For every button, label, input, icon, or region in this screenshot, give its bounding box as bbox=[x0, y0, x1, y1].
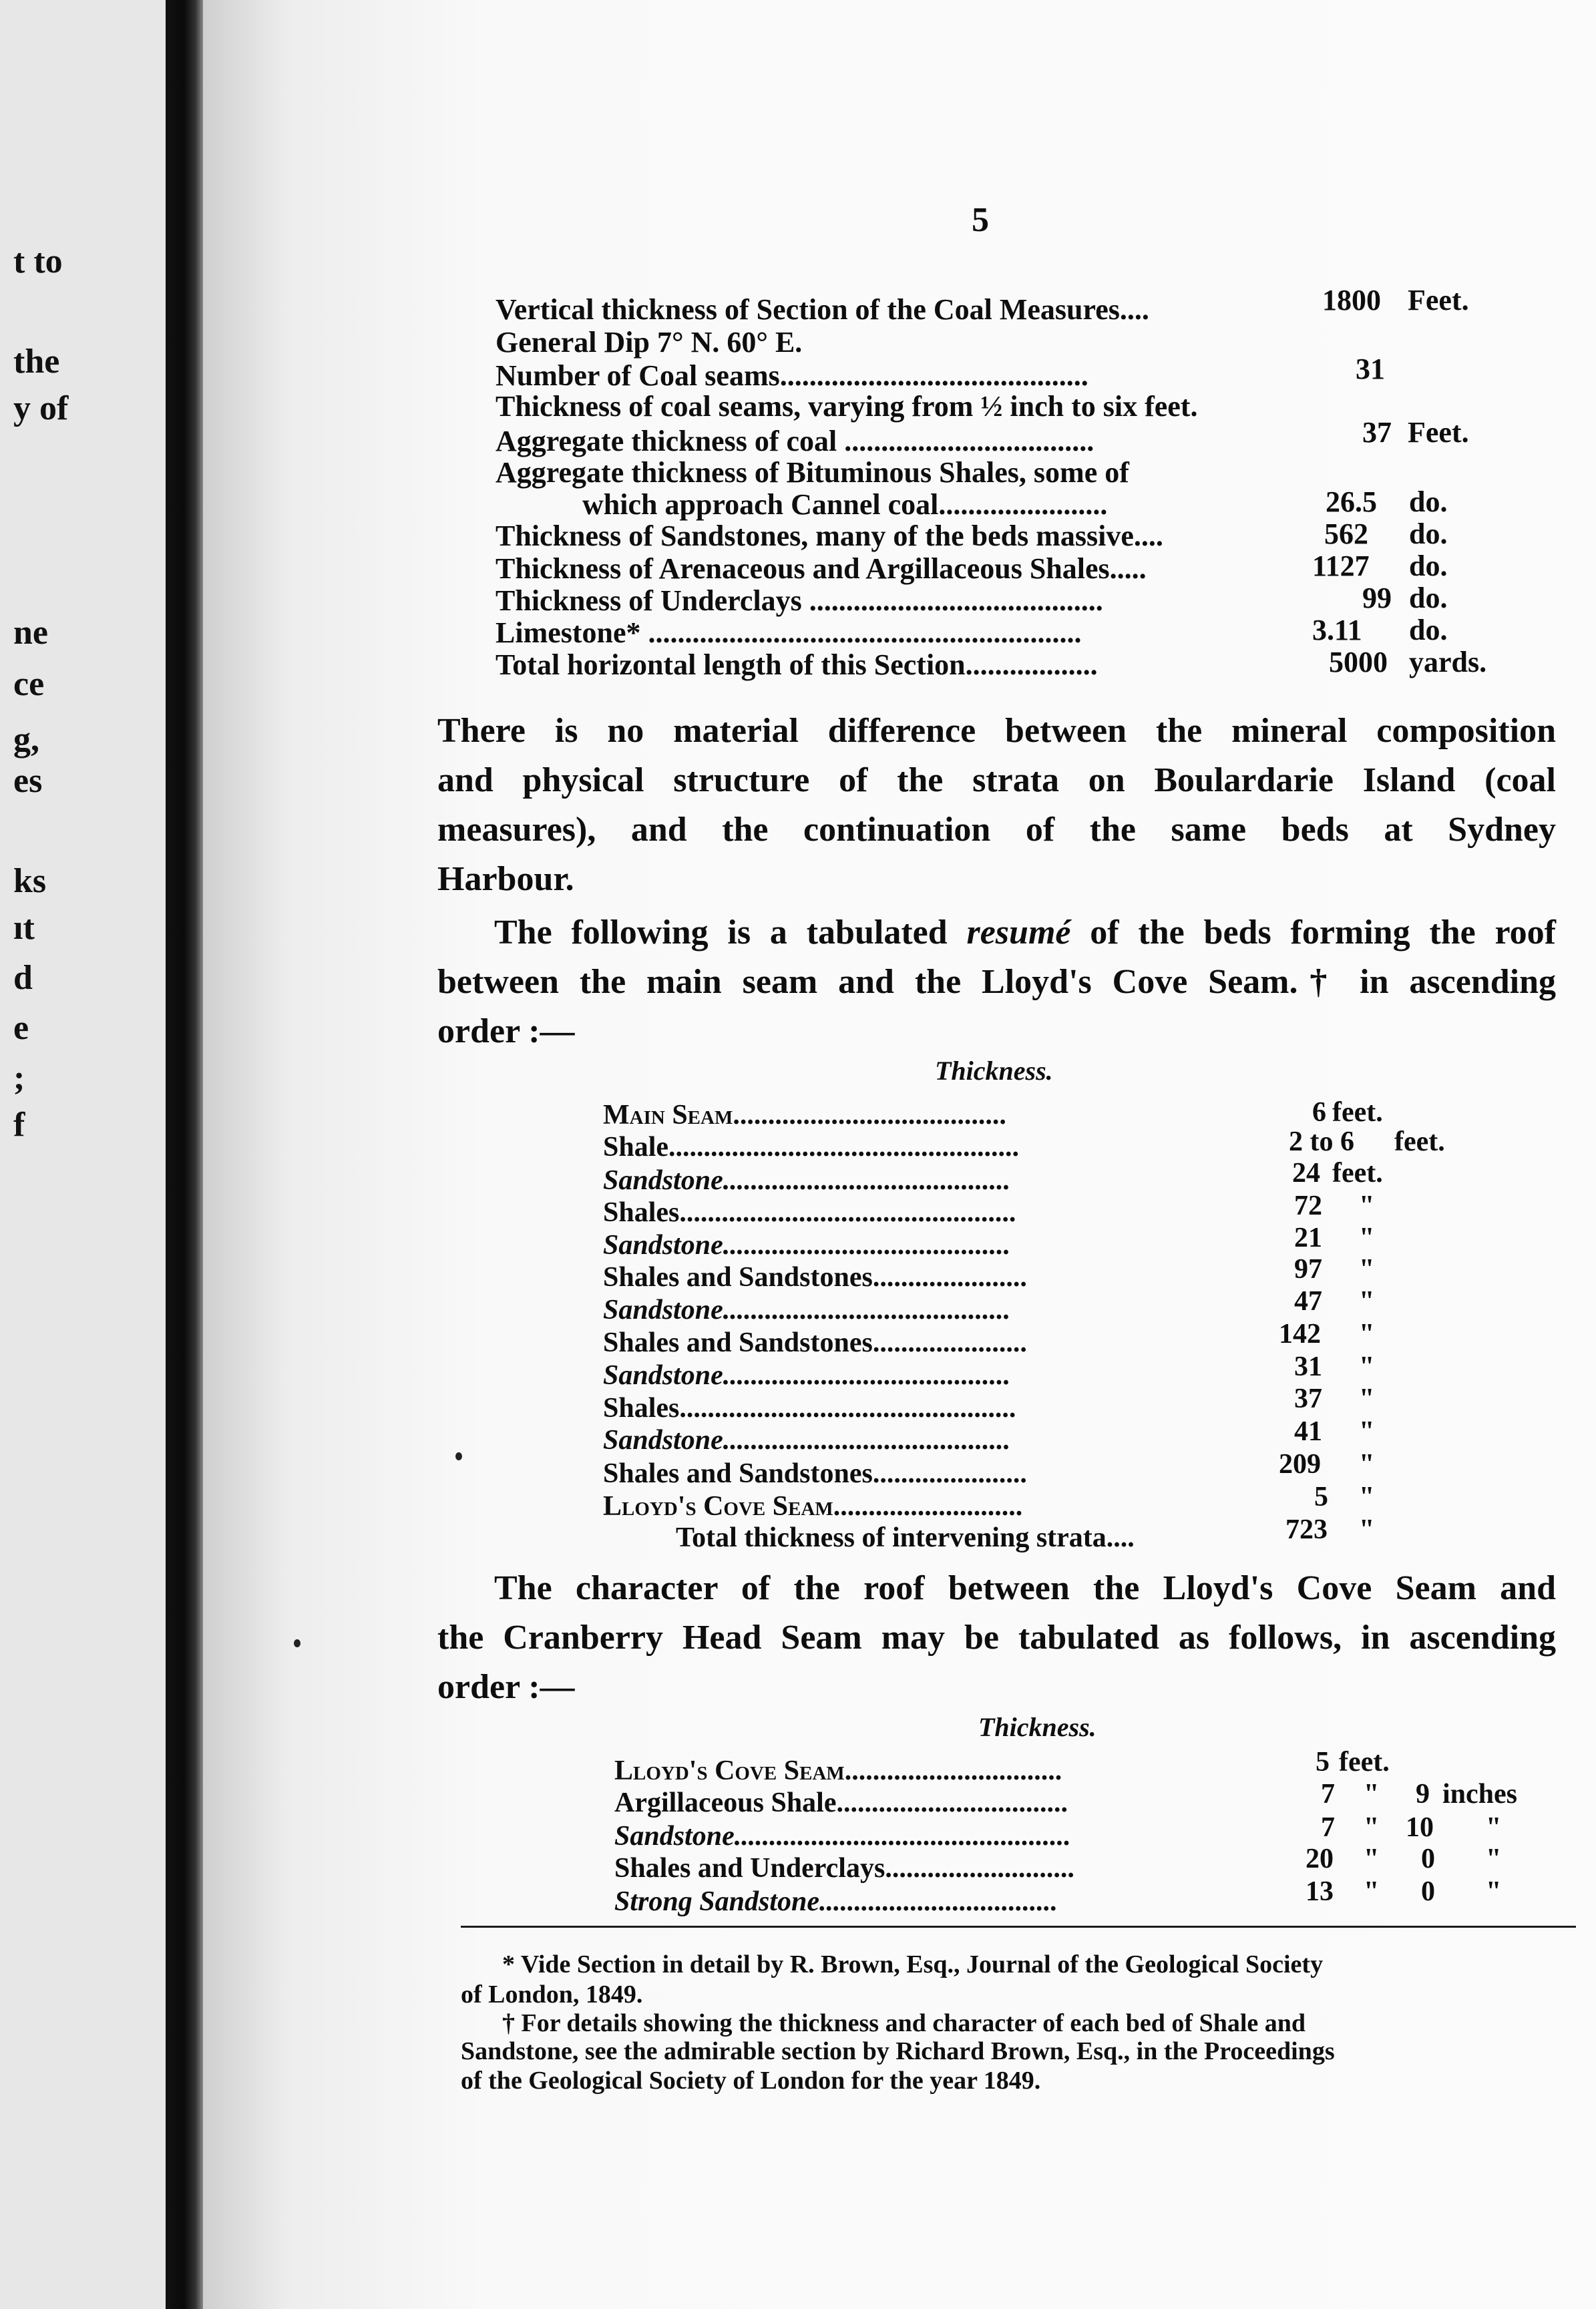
footnote-star-cont: of London, 1849. bbox=[461, 1980, 643, 2009]
left-fragment: ce bbox=[13, 665, 45, 703]
ditto-mark: " bbox=[1486, 1876, 1502, 1907]
table-value: 7 bbox=[1321, 1779, 1335, 1810]
table-value: 5 bbox=[1314, 1482, 1328, 1512]
leader-dots: ....................................... bbox=[733, 1100, 1006, 1130]
bed-name: Shales and Underclays bbox=[614, 1853, 885, 1884]
ditto-mark: " bbox=[1359, 1319, 1375, 1349]
leader-dots: ...................... bbox=[872, 1262, 1027, 1293]
left-fragment: ks bbox=[13, 862, 47, 900]
leader-dots: ......................................... bbox=[723, 1295, 1011, 1325]
stat-value: 37 bbox=[1362, 416, 1392, 449]
table-row-name bbox=[603, 1359, 1010, 1392]
table-value: 9 bbox=[1416, 1779, 1430, 1810]
table-row-name bbox=[603, 1458, 1027, 1490]
table-value: 2 to 6 bbox=[1289, 1126, 1354, 1157]
stat-value: 562 bbox=[1324, 517, 1368, 550]
table-heading: Thickness. bbox=[978, 1712, 1096, 1742]
table-value: 13 bbox=[1306, 1876, 1334, 1907]
paragraph-line: between the main seam and the Lloyd's Cove Seam.† in ascending bbox=[437, 963, 1556, 1001]
ink-speck bbox=[455, 1452, 462, 1460]
table-value: 20 bbox=[1306, 1844, 1334, 1874]
table-value: 21 bbox=[1294, 1223, 1322, 1253]
left-fragment: e bbox=[13, 1009, 29, 1047]
table-row-name bbox=[614, 1886, 1058, 1918]
left-fragment: t to bbox=[13, 242, 63, 280]
text-run: The following is a tabulated bbox=[494, 913, 967, 952]
table-value: 47 bbox=[1294, 1286, 1322, 1317]
stat-value: 31 bbox=[1356, 353, 1385, 385]
ditto-mark: " bbox=[1359, 1351, 1375, 1382]
paragraph-cranberry-head-cont bbox=[437, 1613, 1556, 1712]
leader-dots: ......................................... bbox=[723, 1230, 1011, 1261]
leader-dots: .................................. bbox=[819, 1886, 1058, 1917]
stat-label: Thickness of coal seams, varying from ½ inch to six feet. bbox=[495, 390, 1198, 423]
leader-dots: ................................................ bbox=[679, 1393, 1016, 1424]
ditto-mark: " bbox=[1359, 1482, 1375, 1512]
paragraph-tabulated-resume bbox=[494, 908, 1556, 958]
left-fragment: the bbox=[13, 343, 60, 381]
stat-value: 3.11 bbox=[1312, 614, 1362, 646]
leader-dots: ...................... bbox=[872, 1458, 1027, 1489]
ditto-mark: " bbox=[1364, 1812, 1380, 1843]
left-page-edge bbox=[0, 0, 172, 2309]
table-value: 31 bbox=[1294, 1351, 1322, 1382]
ditto-mark: " bbox=[1364, 1876, 1380, 1907]
leader-dots: ......................................... bbox=[723, 1360, 1011, 1391]
paragraph-line: the Cranberry Head Seam may be tabulated as follows, in ascending bbox=[437, 1619, 1556, 1657]
stat-label: Thickness of Arenaceous and Argillaceous Shales..... bbox=[495, 552, 1147, 585]
stat-label: Limestone* ........................................................... bbox=[495, 616, 1082, 649]
stat-label: Number of Coal seams.......................................... bbox=[495, 359, 1088, 392]
paragraph-line: order :— bbox=[437, 1012, 575, 1050]
ditto-mark: " bbox=[1359, 1223, 1375, 1253]
leader-dots: ...................... bbox=[872, 1327, 1027, 1358]
table-row-name bbox=[603, 1392, 1016, 1424]
stat-value: 99 bbox=[1362, 582, 1392, 614]
table-row-name bbox=[603, 1327, 1027, 1359]
left-fragment: d bbox=[13, 959, 33, 997]
ditto-mark: " bbox=[1359, 1191, 1375, 1221]
table-value: 24 bbox=[1292, 1158, 1320, 1189]
footnote-dagger-cont: of the Geological Society of London for the year 1849. bbox=[461, 2067, 1041, 2095]
stat-value: 26.5 bbox=[1326, 485, 1377, 518]
table-unit: inches bbox=[1442, 1779, 1518, 1810]
bed-name: Shales and Sandstones bbox=[603, 1262, 873, 1293]
bed-name: Shales and Sandstones bbox=[603, 1458, 873, 1489]
left-fragment: f bbox=[13, 1106, 25, 1144]
table-value: 0 bbox=[1421, 1876, 1435, 1907]
bed-name: Shale bbox=[603, 1132, 669, 1163]
left-fragment: g, bbox=[13, 720, 39, 759]
paragraph-line: and physical structure of the strata on Boulardarie Island (coal bbox=[437, 761, 1556, 799]
table-row-name bbox=[603, 1424, 1010, 1456]
table-row-name bbox=[603, 1261, 1027, 1293]
table-unit: feet. bbox=[1332, 1097, 1383, 1128]
ditto-mark: " bbox=[1359, 1286, 1375, 1317]
bed-name: Sandstone bbox=[614, 1821, 735, 1852]
leader-dots: ......................................... bbox=[723, 1425, 1011, 1456]
bed-name: Lloyd's Cove Seam bbox=[614, 1755, 845, 1786]
left-fragment: es bbox=[13, 762, 43, 800]
leader-dots: ............................... bbox=[844, 1755, 1062, 1786]
stat-label: Vertical thickness of Section of the Coal Measures.... bbox=[495, 293, 1149, 326]
ditto-mark: " bbox=[1364, 1844, 1380, 1874]
table-row-name bbox=[603, 1197, 1016, 1229]
paragraph-line: There is no material difference between the mineral composition bbox=[437, 712, 1556, 750]
bed-name: Shales bbox=[603, 1393, 680, 1424]
stat-unit: do. bbox=[1409, 582, 1448, 614]
ditto-mark: " bbox=[1486, 1812, 1502, 1843]
table-row-name bbox=[614, 1787, 1068, 1819]
paragraph-tabulated-resume-cont bbox=[437, 958, 1556, 1056]
footnote-rule bbox=[461, 1926, 1576, 1928]
paragraph-line: order :— bbox=[437, 1668, 575, 1706]
stat-unit: do. bbox=[1409, 485, 1448, 518]
ditto-mark: " bbox=[1359, 1449, 1375, 1480]
bed-name: Sandstone bbox=[603, 1360, 723, 1391]
table-value: 10 bbox=[1406, 1812, 1434, 1843]
left-fragment: ıt bbox=[13, 909, 35, 947]
stat-label: Thickness of Sandstones, many of the beds massive.... bbox=[495, 519, 1163, 552]
bed-name: Lloyd's Cove Seam bbox=[603, 1491, 833, 1522]
bed-name: Sandstone bbox=[603, 1295, 723, 1325]
bed-name: Shales and Sandstones bbox=[603, 1327, 873, 1358]
stat-unit: do. bbox=[1409, 614, 1448, 646]
paragraph-line: measures), and the continuation of the same beds at Sydney bbox=[437, 811, 1556, 849]
paragraph-line: The character of the roof between the Lloyd's Cove Seam and bbox=[494, 1569, 1556, 1607]
stat-label: which approach Cannel coal....................... bbox=[582, 488, 1108, 521]
ditto-mark: " bbox=[1486, 1844, 1502, 1874]
table-value: 41 bbox=[1294, 1416, 1322, 1447]
text-run: of the beds forming the roof bbox=[1070, 913, 1556, 952]
ditto-mark: " bbox=[1364, 1779, 1380, 1810]
table-row-name bbox=[614, 1852, 1074, 1884]
book-gutter bbox=[166, 0, 203, 2309]
stat-label: Total horizontal length of this Section.................. bbox=[495, 648, 1098, 681]
table-value: 5 bbox=[1316, 1747, 1330, 1777]
ditto-mark: " bbox=[1359, 1384, 1375, 1414]
table-value: 97 bbox=[1294, 1254, 1322, 1285]
table-row-name bbox=[603, 1490, 1022, 1522]
ditto-mark: " bbox=[1359, 1514, 1375, 1545]
bed-name: Argillaceous Shale bbox=[614, 1788, 837, 1818]
table-value: 72 bbox=[1294, 1191, 1322, 1221]
footnote-dagger-cont: Sandstone, see the admirable section by Richard Brown, Esq., in the Proceedings bbox=[461, 2037, 1335, 2065]
paragraph-cranberry-head bbox=[494, 1564, 1556, 1613]
paragraph-line: Harbour. bbox=[437, 860, 574, 898]
table-value: 37 bbox=[1294, 1384, 1322, 1414]
footnote-star: * Vide Section in detail by R. Brown, Esq., Journal of the Geological Society bbox=[502, 1950, 1324, 1978]
table-total-label: Total thickness of intervening strata.... bbox=[676, 1522, 1135, 1553]
table-value: 209 bbox=[1279, 1449, 1321, 1480]
leader-dots: .................................................. bbox=[668, 1132, 1020, 1163]
bed-name: Shales bbox=[603, 1197, 680, 1228]
paragraph-line bbox=[494, 908, 1556, 958]
ink-speck bbox=[294, 1639, 301, 1647]
table-row-name bbox=[603, 1131, 1019, 1163]
stat-unit: yards. bbox=[1409, 646, 1487, 678]
stat-label: Aggregate thickness of Bituminous Shales, some of bbox=[495, 456, 1129, 489]
stat-label: Thickness of Underclays ........................................ bbox=[495, 584, 1103, 617]
ditto-mark: " bbox=[1359, 1254, 1375, 1285]
table-unit: feet. bbox=[1339, 1747, 1390, 1777]
leader-dots: ........................... bbox=[833, 1491, 1023, 1522]
footnote-dagger: † For details showing the thickness and character of each bed of Shale and bbox=[502, 2009, 1306, 2037]
left-fragment: y of bbox=[13, 389, 69, 427]
table-value: 142 bbox=[1279, 1319, 1321, 1349]
italic-text-run: resumé bbox=[966, 913, 1071, 952]
table-heading: Thickness. bbox=[935, 1056, 1053, 1086]
bed-name: Sandstone bbox=[603, 1165, 723, 1196]
stat-label: Aggregate thickness of coal .................................. bbox=[495, 425, 1094, 457]
stat-value: 1800 bbox=[1322, 284, 1381, 317]
stat-unit: do. bbox=[1409, 550, 1448, 582]
table-unit: feet. bbox=[1394, 1126, 1445, 1157]
ditto-mark: " bbox=[1359, 1416, 1375, 1447]
table-row-name bbox=[614, 1820, 1071, 1852]
stat-value: 1127 bbox=[1312, 550, 1370, 582]
paragraph-boulardarie bbox=[437, 706, 1556, 904]
table-row-name bbox=[603, 1165, 1010, 1197]
table-total-value: 723 bbox=[1285, 1514, 1328, 1545]
table-unit: feet. bbox=[1332, 1158, 1383, 1189]
stat-label: General Dip 7° N. 60° E. bbox=[495, 326, 803, 359]
bed-name: Main Seam bbox=[603, 1100, 733, 1130]
table-row-name bbox=[603, 1099, 1006, 1131]
bed-name: Sandstone bbox=[603, 1230, 723, 1261]
bed-name: Sandstone bbox=[603, 1425, 723, 1456]
leader-dots: ......................................... bbox=[723, 1165, 1011, 1196]
stat-unit: do. bbox=[1409, 517, 1448, 550]
table-row-name bbox=[603, 1229, 1010, 1261]
bed-name: Strong Sandstone bbox=[614, 1886, 819, 1917]
page-number: 5 bbox=[972, 201, 989, 239]
leader-dots: ................................................ bbox=[679, 1197, 1016, 1228]
leader-dots: ................................. bbox=[836, 1788, 1068, 1818]
stat-unit: Feet. bbox=[1408, 284, 1469, 317]
stat-value: 5000 bbox=[1329, 646, 1388, 678]
stat-unit: Feet. bbox=[1408, 416, 1469, 449]
left-fragment: ; bbox=[13, 1059, 25, 1097]
leader-dots: ................................................ bbox=[734, 1821, 1071, 1852]
table-value: 0 bbox=[1421, 1844, 1435, 1874]
table-value: 7 bbox=[1321, 1812, 1335, 1843]
table-value: 6 bbox=[1312, 1097, 1326, 1128]
left-fragment: ne bbox=[13, 614, 48, 652]
table-row-name bbox=[614, 1755, 1062, 1787]
table-row-name bbox=[603, 1294, 1010, 1326]
leader-dots: ........................... bbox=[885, 1853, 1074, 1884]
